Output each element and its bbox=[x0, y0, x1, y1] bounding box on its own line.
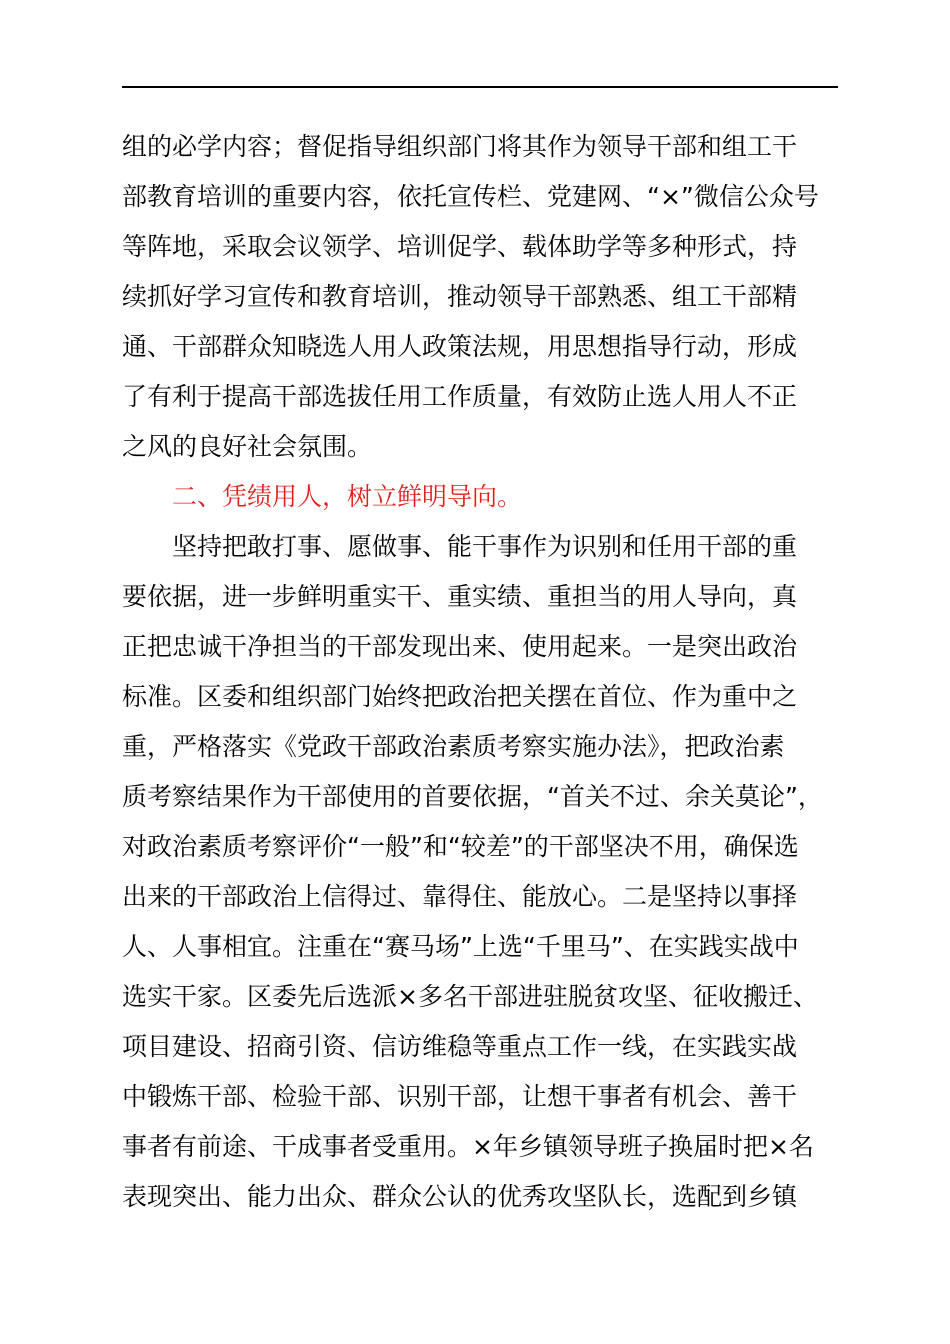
text-line: 通、干部群众知晓选人用人政策法规，用思想指导行动，形成 bbox=[122, 332, 798, 361]
text-line: 部教育培训的重要内容，依托宣传栏、党建网、“×”微信公众号 bbox=[122, 182, 819, 211]
paragraph-section-two bbox=[122, 522, 842, 1222]
text-line: 了有利于提高干部选拔任用工作质量，有效防止选人用人不正 bbox=[122, 382, 798, 411]
text-line: 选实干家。区委先后选派×多名干部进驻脱贫攻坚、征收搬迁、 bbox=[122, 982, 818, 1011]
section-heading: 二、凭绩用人，树立鲜明导向。 bbox=[122, 482, 523, 511]
text-line: 等阵地，采取会议领学、培训促学、载体助学等多种形式，持 bbox=[122, 232, 798, 261]
text-line: 重，严格落实《党政干部政治素质考察实施办法》，把政治素 bbox=[122, 732, 785, 761]
text-line: 坚持把敢打事、愿做事、能干事作为识别和任用干部的重 bbox=[122, 532, 798, 561]
text-line: 正把忠诚干净担当的干部发现出来、使用起来。一是突出政治 bbox=[122, 632, 798, 661]
text-line: 项目建设、招商引资、信访维稳等重点工作一线，在实践实战 bbox=[122, 1032, 798, 1061]
text-line: 质考察结果作为干部使用的首要依据，“首关不过、余关莫论”， bbox=[122, 782, 823, 811]
text-line: 人、人事相宜。注重在“赛马场”上选“千里马”、在实践实战中 bbox=[122, 932, 799, 961]
text-line: 续抓好学习宣传和教育培训，推动领导干部熟悉、组工干部精 bbox=[122, 282, 798, 311]
text-line: 标准。区委和组织部门始终把政治把关摆在首位、作为重中之 bbox=[122, 682, 798, 711]
text-line: 表现突出、能力出众、群众公认的优秀攻坚队长，选配到乡镇 bbox=[122, 1182, 798, 1211]
header-rule bbox=[122, 86, 838, 88]
text-line: 要依据，进一步鲜明重实干、重实绩、重担当的用人导向，真 bbox=[122, 582, 798, 611]
text-line: 出来的干部政治上信得过、靠得住、能放心。二是坚持以事择 bbox=[122, 882, 798, 911]
text-line: 组的必学内容；督促指导组织部门将其作为领导干部和组工干 bbox=[122, 132, 798, 161]
document-body bbox=[122, 122, 842, 1222]
text-line: 事者有前途、干成事者受重用。×年乡镇领导班子换届时把×名 bbox=[122, 1132, 814, 1161]
text-line: 对政治素质考察评价“一般”和“较差”的干部坚决不用，确保选 bbox=[122, 832, 799, 861]
text-line: 之风的良好社会氛围。 bbox=[122, 432, 373, 461]
paragraph-continued bbox=[122, 122, 842, 472]
text-line: 中锻炼干部、检验干部、识别干部，让想干事者有机会、善干 bbox=[122, 1082, 798, 1111]
